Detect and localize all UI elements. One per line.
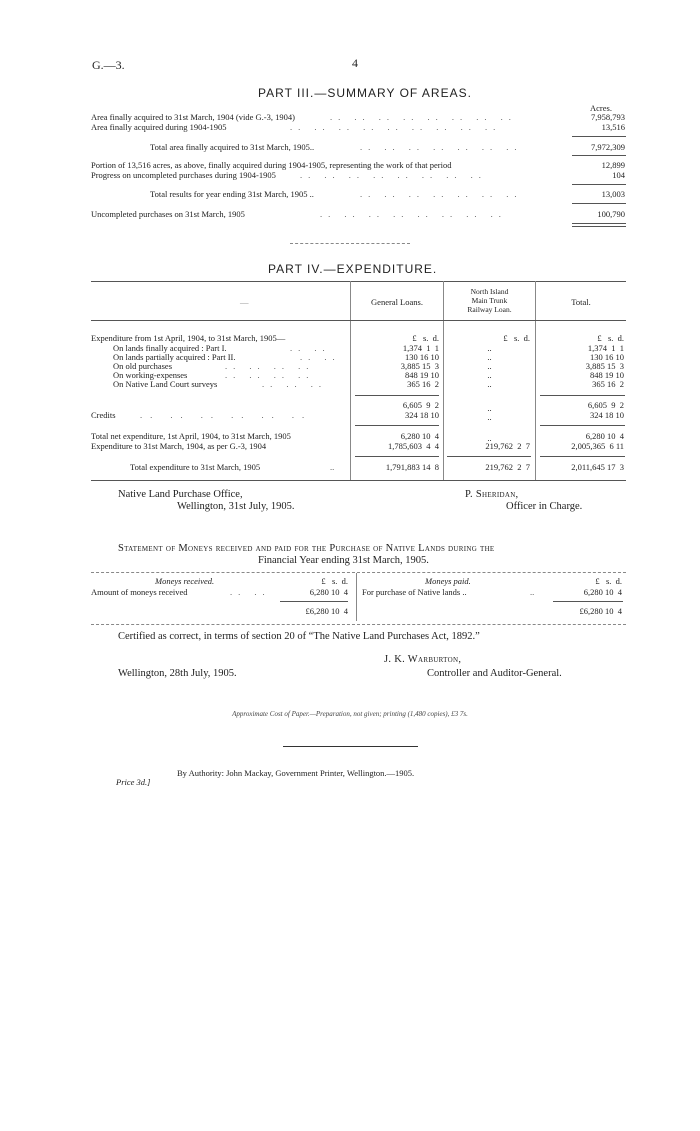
- leader-dots: .. .. .. ..: [225, 361, 315, 371]
- leader-dots: .. ..: [230, 587, 271, 597]
- expenditure-heading: Expenditure from 1st April, 1904, to 31st March, 1905—: [91, 333, 286, 343]
- rule: [572, 155, 626, 156]
- table-row-label: Total net expenditure, 1st April, 1904, to 31st March, 1905: [91, 431, 291, 441]
- leader-dots: .. .. .. .. .. .. .. ..: [330, 112, 517, 122]
- price: Price 3d.]: [116, 777, 151, 787]
- leader-dots: .. .. .. .. .. .. .. ..: [300, 170, 487, 180]
- leader-dots: .. .. .. .. .. .. .. .. ..: [290, 122, 502, 132]
- cell-general: 130 16 10: [405, 352, 439, 362]
- cell-ni: ..: [487, 343, 492, 353]
- cell-total: 6,280 10 4: [585, 431, 624, 441]
- cell-ni: ..: [487, 370, 492, 380]
- office-date: Wellington, 31st July, 1905.: [177, 501, 295, 512]
- paid-header: Moneys paid.: [425, 576, 471, 586]
- cell-total: 848 19 10: [590, 370, 624, 380]
- leader-dots: .. ..: [300, 352, 341, 362]
- rule: [572, 223, 626, 224]
- rule: [572, 184, 626, 185]
- currency-header: £ s. d.: [597, 333, 624, 343]
- leader-dots: .. ..: [290, 343, 331, 353]
- leader-dots: .. .. .. .. .. .. ..: [360, 189, 523, 199]
- cell-ni: ..: [487, 361, 492, 371]
- cell-total: 324 18 10: [590, 410, 624, 420]
- cell-total-subtotal: 6,605 9 2: [587, 400, 624, 410]
- part3-line1-value: 7,958,793: [591, 112, 625, 122]
- cost-note: Approximate Cost of Paper.—Preparation, not given; printing (1,480 copies), £3 7s.: [232, 710, 468, 718]
- section-divider: [290, 243, 410, 244]
- statement-total-rule: [280, 601, 348, 602]
- part3-total2-label: Total results for year ending 31st March, 1905 ..: [150, 189, 314, 199]
- paid-label: For purchase of Native lands ..: [362, 587, 467, 597]
- cell-general: 1,374 1 1: [402, 343, 439, 353]
- table-row-label: On lands partially acquired : Part II.: [113, 352, 236, 362]
- col-north-island-loan: North Island Main Trunk Railway Loan.: [467, 287, 512, 314]
- cell-total: 1,374 1 1: [587, 343, 624, 353]
- col-general-loans: General Loans.: [371, 297, 423, 307]
- total-rule: [355, 456, 439, 457]
- cell-ni: ..: [487, 379, 492, 389]
- paid-total: £6,280 10 4: [579, 606, 622, 616]
- office-name: Native Land Purchase Office,: [118, 489, 243, 500]
- cell-ni-total: 219,762 2 7: [485, 462, 530, 472]
- cell-general-subtotal: 6,605 9 2: [402, 400, 439, 410]
- cell-ni: ..: [487, 412, 492, 422]
- column-divider: [350, 281, 351, 481]
- rule: [572, 203, 626, 204]
- doc-reference: G.—3.: [92, 58, 125, 72]
- cell-general: 3,885 15 3: [400, 361, 439, 371]
- received-header: Moneys received.: [155, 576, 215, 586]
- part3-line1-label: Area finally acquired to 31st March, 1904 (vide G.-3, 1904): [91, 112, 295, 122]
- cell-general: 365 16 2: [407, 379, 439, 389]
- auditor-title: Controller and Auditor-General.: [427, 668, 562, 679]
- leader-dots: .. .. .. .. .. .. ..: [360, 142, 523, 152]
- paid-value: 6,280 10 4: [583, 587, 622, 597]
- part3-line4-label: Progress on uncompleted purchases during 1904-1905: [91, 170, 276, 180]
- table-row-label: On old purchases: [113, 361, 173, 371]
- cell-total: 2,005,365 6 11: [571, 441, 624, 451]
- statement-total-rule: [553, 601, 623, 602]
- cell-general: 1,785,603 4 4: [388, 441, 439, 451]
- leader-dots: .. .. .. .. .. ..: [140, 410, 313, 420]
- subtotal-rule: [540, 425, 625, 426]
- total-rule: [540, 456, 625, 457]
- leader-dots: ..: [330, 462, 335, 472]
- stub-dash: —: [240, 297, 249, 307]
- cell-general: 324 18 10: [405, 410, 439, 420]
- subtotal-rule: [540, 395, 625, 396]
- cell-ni: 219,762 2 7: [485, 441, 530, 451]
- total-rule: [447, 456, 531, 457]
- currency-header: £ s. d.: [321, 576, 348, 586]
- leader-dots: .. .. ..: [262, 379, 327, 389]
- subtotal-rule: [355, 425, 439, 426]
- currency-header: £ s. d.: [595, 576, 622, 586]
- part3-total2-value: 13,003: [601, 189, 625, 199]
- currency-header: £ s. d.: [503, 333, 530, 343]
- table-row-label: On lands finally acquired : Part I.: [113, 343, 227, 353]
- signatory-name: P. Sheridan,: [465, 489, 519, 500]
- received-value: 6,280 10 4: [309, 587, 348, 597]
- cell-general: 848 19 10: [405, 370, 439, 380]
- part3-total1-label: Total area finally acquired to 31st March, 1905..: [150, 142, 315, 152]
- cell-general: 6,280 10 4: [400, 431, 439, 441]
- part3-line2-label: Area finally acquired during 1904-1905: [91, 122, 227, 132]
- statement-title-line1: Statement of Moneys received and paid for the Purchase of Native Lands during the: [118, 543, 495, 554]
- part3-line3-value: 12,899: [601, 160, 625, 170]
- subtotal-rule: [355, 395, 439, 396]
- part3-title: PART III.—SUMMARY OF AREAS.: [258, 86, 472, 100]
- part3-line2-value: 13,516: [601, 122, 625, 132]
- statement-bottom-rule: [91, 624, 626, 625]
- table-top-rule: [91, 281, 626, 282]
- received-label: Amount of moneys received: [91, 587, 188, 597]
- acres-unit: Acres.: [590, 103, 612, 113]
- leader-dots: .. .. .. ..: [225, 370, 315, 380]
- part3-line5-label: Uncompleted purchases on 31st March, 1905: [91, 209, 245, 219]
- rule: [572, 226, 626, 227]
- page-number: 4: [352, 56, 358, 70]
- printer-authority: By Authority: John Mackay, Government Printer, Wellington.—1905.: [177, 768, 415, 778]
- leader-dots: ..: [530, 587, 535, 597]
- certification-text: Certified as correct, in terms of section 20 of “The Native Land Purchases Act, 1892.”: [118, 631, 480, 642]
- cell-total: 365 16 2: [592, 379, 624, 389]
- footer-rule: [283, 746, 418, 747]
- table-row-label: Total expenditure to 31st March, 1905: [130, 462, 261, 472]
- leader-dots: .. .. .. .. .. .. .. ..: [320, 209, 507, 219]
- cell-total: 130 16 10: [590, 352, 624, 362]
- cell-ni: ..: [487, 403, 492, 413]
- column-divider: [535, 281, 536, 481]
- statement-divider: [356, 573, 357, 621]
- signatory-title: Officer in Charge.: [506, 501, 583, 512]
- part3-line5-value: 100,790: [597, 209, 625, 219]
- credits-label: Credits: [91, 410, 116, 420]
- certification-date: Wellington, 28th July, 1905.: [118, 668, 237, 679]
- header-bottom-rule: [91, 320, 626, 321]
- part3-line3-label: Portion of 13,516 acres, as above, finally acquired during 1904-1905, representing the work of that period: [91, 160, 452, 170]
- received-total: £6,280 10 4: [305, 606, 348, 616]
- cell-total-total: 2,011,645 17 3: [571, 462, 624, 472]
- table-row-label: Expenditure to 31st March, 1904, as per G.-3, 1904: [91, 441, 267, 451]
- table-row-label: On working-expenses: [113, 370, 188, 380]
- statement-title-line2: Financial Year ending 31st March, 1905.: [258, 555, 429, 566]
- part4-title: PART IV.—EXPENDITURE.: [268, 262, 438, 276]
- cell-ni: ..: [487, 433, 492, 443]
- rule: [572, 136, 626, 137]
- table-bottom-rule: [91, 480, 626, 481]
- cell-ni: ..: [487, 352, 492, 362]
- part3-line4-value: 104: [612, 170, 625, 180]
- cell-general-total: 1,791,883 14 8: [385, 462, 439, 472]
- auditor-name: J. K. Warburton,: [384, 654, 462, 665]
- table-row-label: On Native Land Court surveys: [113, 379, 218, 389]
- part3-total1-value: 7,972,309: [591, 142, 625, 152]
- statement-top-rule: [91, 572, 626, 573]
- currency-header: £ s. d.: [412, 333, 439, 343]
- col-total: Total.: [571, 297, 591, 307]
- cell-total: 3,885 15 3: [585, 361, 624, 371]
